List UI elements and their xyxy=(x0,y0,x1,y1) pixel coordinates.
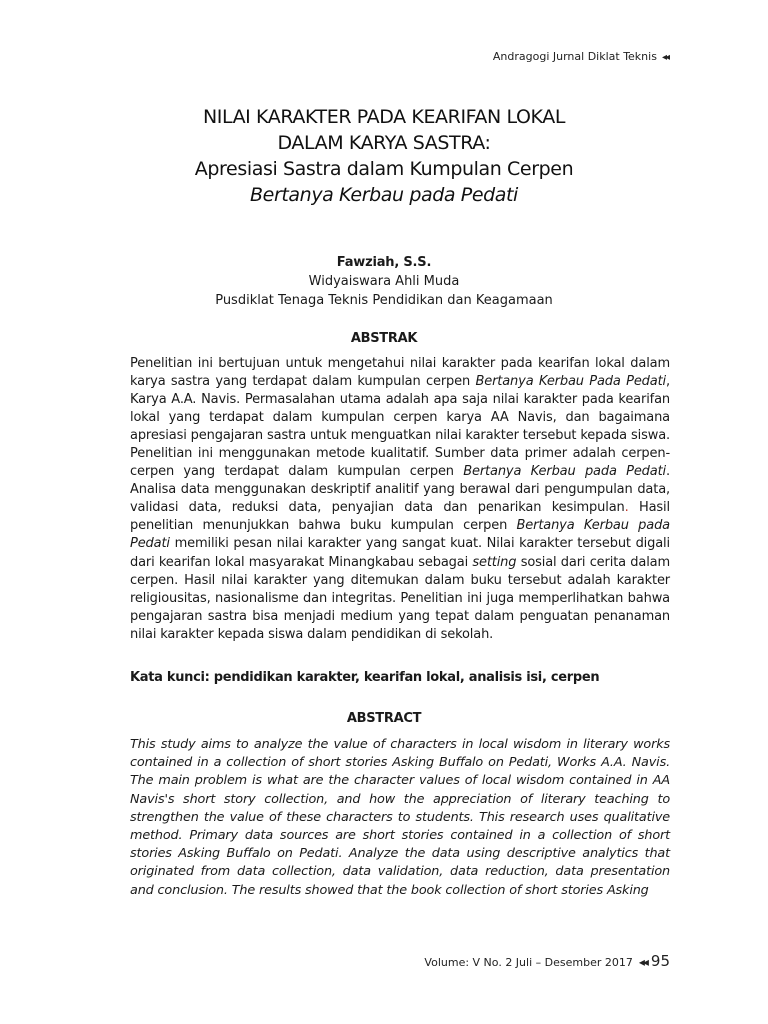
abstract-heading: ABSTRACT xyxy=(346,711,422,726)
abstrak-text-4: Hasil penelitian menunjukkan bahwa buku kumpulan cerpen xyxy=(130,500,670,534)
abstrak-italic-3: Bertanya Kerbau pada Pedati xyxy=(130,518,670,552)
title-line-4: Bertanya Kerbau pada Pedati xyxy=(250,184,518,206)
page-footer xyxy=(424,952,670,970)
double-arrow-left-icon: ◂◂ xyxy=(638,955,647,969)
article-title xyxy=(0,104,768,208)
abstrak-italic-2: Bertanya Kerbau pada Pedati xyxy=(463,464,667,480)
title-line-1: NILAI KARAKTER PADA KEARIFAN LOKAL xyxy=(202,106,566,128)
author-block xyxy=(0,253,768,310)
keywords: Kata kunci: pendidikan karakter, kearifan lokal, analisis isi, cerpen xyxy=(130,670,600,685)
running-head xyxy=(493,50,668,63)
author-name: Fawziah, S.S. xyxy=(336,255,432,270)
author-institution: Pusdiklat Tenaga Teknis Pendidikan dan Keagamaan xyxy=(215,293,553,308)
page-number: 95 xyxy=(650,952,670,970)
abstrak-text-5: memiliki pesan nilai karakter yang sangat kuat. Nilai karakter tersebut digali dari kearifan lokal masyarakat Minangkabau sebagai xyxy=(130,536,670,570)
abstract-paragraph: This study aims to analyze the value of characters in local wisdom in literary works contained in a collection of short stories Asking Buffalo on Pedati, Works A.A. Navis. The main problem is what are the character values of local wisdom contained in AA Navis's short story collection, and how the appreciation of literary teaching to strengthen the value of these characters to students. This research uses qualitative method. Primary data sources are short stories contained in a collection of short stories Asking Buffalo on Pedati. Analyze the data using descriptive analytics that originated from data collection, data validation, data reduction, data presentation and conclusion. The results showed that the book collection of short stories Asking xyxy=(130,737,670,898)
abstrak-text-3: . Analisa data menggunakan deskriptif analitif yang berawal dari pengumpulan data, validasi data, reduksi data, penyajian data dan penarikan kesimpulan xyxy=(130,464,670,516)
abstrak-italic-1: Bertanya Kerbau Pada Pedati xyxy=(475,374,667,390)
abstrak-period: . xyxy=(624,500,629,516)
abstrak-heading: ABSTRAK xyxy=(350,331,418,346)
double-arrow-left-icon: ◂◂ xyxy=(661,52,668,63)
author-position: Widyaiswara Ahli Muda xyxy=(308,274,460,289)
title-line-3: Apresiasi Sastra dalam Kumpulan Cerpen xyxy=(194,158,574,180)
abstrak-text-6: sosial dari cerita dalam cerpen. Hasil nilai karakter yang ditemukan dalam buku tersebut adalah karakter religiousitas, nasionalisme dan integritas. Penelitian ini juga memperlihatkan bahwa pengajaran sastra bisa menjadi medium yang tepat dalam penguatan penanaman nilai karakter kepada siswa dalam pendidikan di sekolah. xyxy=(130,554,670,642)
volume-info: Volume: V No. 2 Juli – Desember 2017 xyxy=(424,956,633,969)
journal-title: Andragogi Jurnal Diklat Teknis xyxy=(492,50,657,63)
abstrak-text-1: Penelitian ini bertujuan untuk mengetahui nilai karakter pada kearifan lokal dalam karya sastra yang terdapat dalam kumpulan cerpen xyxy=(130,356,670,390)
abstrak-paragraph xyxy=(130,355,670,644)
abstrak-italic-4: setting xyxy=(472,554,517,570)
title-line-2: DALAM KARYA SASTRA: xyxy=(277,132,491,154)
abstrak-text-2: , Karya A.A. Navis. Permasalahan utama adalah apa saja nilai karakter pada kearifan lokal yang terdapat dalam kumpulan cerpen karya AA Navis, dan bagaimana apresiasi pengajaran sastra untuk menguatkan nilai karakter tersebut kepada siswa. Penelitian ini menggunakan metode kualitatif. Sumber data primer adalah cerpen-cerpen yang terdapat dalam kumpulan cerpen xyxy=(130,374,670,480)
